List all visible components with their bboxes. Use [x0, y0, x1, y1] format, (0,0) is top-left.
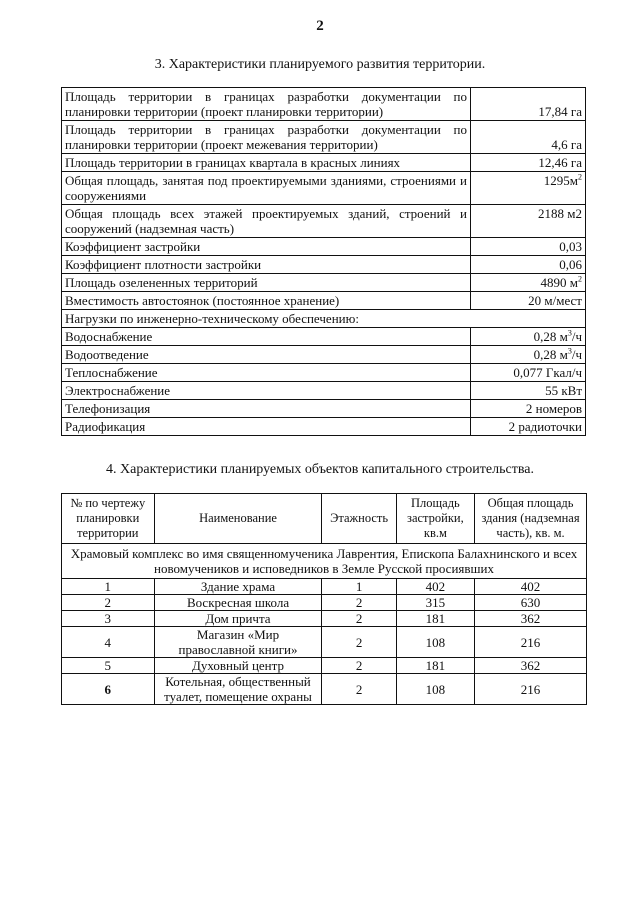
row-label: Площадь территории в границах квартала в красных линиях	[62, 154, 471, 172]
cell-name: Воскресная школа	[154, 595, 322, 611]
row-value: 12,46 га	[471, 154, 586, 172]
cell-num: 2	[62, 595, 155, 611]
row-label: Площадь озелененных территорий	[62, 274, 471, 292]
cell-floors: 2	[322, 611, 396, 627]
cell-footprint: 181	[396, 611, 474, 627]
engineering-loads-header: Нагрузки по инженерно-техническому обеспечению:	[62, 310, 586, 328]
table-row	[62, 256, 586, 274]
table-row	[62, 364, 586, 382]
table-row	[62, 88, 586, 121]
territory-characteristics-table	[61, 87, 586, 436]
section-4-heading: 4. Характеристики планируемых объектов капитального строительства.	[106, 462, 534, 477]
table-row	[62, 238, 586, 256]
row-label: Водоснабжение	[62, 328, 471, 346]
cell-total: 402	[475, 579, 587, 595]
column-header-total-area: Общая площадь здания (надземная часть), кв. м.	[475, 494, 587, 544]
table-row	[62, 328, 586, 346]
row-label: Коэффициент застройки	[62, 238, 471, 256]
table-row	[62, 172, 586, 205]
cell-total: 630	[475, 595, 587, 611]
table-row	[62, 579, 587, 595]
row-label: Радиофикация	[62, 418, 471, 436]
cell-floors: 2	[322, 595, 396, 611]
table-row	[62, 674, 587, 705]
cell-total: 362	[475, 611, 587, 627]
row-value: 2188 м2	[471, 205, 586, 238]
cell-num: 6	[62, 674, 155, 705]
row-label: Площадь территории в границах разработки документации по планировки территории (проект планировки территории)	[62, 88, 471, 121]
row-value: 0,03	[471, 238, 586, 256]
group-title: Храмовый комплекс во имя священномученика Лаврентия, Епископа Балахнинского и всех новомучеников и исповедников в Земле Русской просиявших	[62, 544, 587, 579]
cell-name: Дом причта	[154, 611, 322, 627]
row-label: Электроснабжение	[62, 382, 471, 400]
table-row	[62, 274, 586, 292]
cell-floors: 1	[322, 579, 396, 595]
cell-floors: 2	[322, 627, 396, 658]
table-row	[62, 154, 586, 172]
page-number: 2	[316, 18, 324, 34]
table-row	[62, 400, 586, 418]
table-row	[62, 418, 586, 436]
row-value: $1295м^2$	[471, 172, 586, 205]
table-row	[62, 346, 586, 364]
cell-footprint: 181	[396, 658, 474, 674]
row-label: Вместимость автостоянок (постоянное хранение)	[62, 292, 471, 310]
cell-name: Духовный центр	[154, 658, 322, 674]
table-row	[62, 611, 587, 627]
table-row	[62, 205, 586, 238]
cell-name: Котельная, общественный туалет, помещение охраны	[154, 674, 322, 705]
row-value: 4890 $м^2$	[471, 274, 586, 292]
row-value: 55 кВт	[471, 382, 586, 400]
row-label: Площадь территории в границах разработки документации по планировки территории (проект межевания территории)	[62, 121, 471, 154]
cell-floors: 2	[322, 658, 396, 674]
cell-num: 5	[62, 658, 155, 674]
row-value: 0,28 $м^3/ч$	[471, 346, 586, 364]
row-value: 4,6 га	[471, 121, 586, 154]
cell-num: 3	[62, 611, 155, 627]
capital-objects-table	[61, 493, 587, 705]
table-row	[62, 310, 586, 328]
cell-name: Здание храма	[154, 579, 322, 595]
row-value: 17,84 га	[471, 88, 586, 121]
column-header-footprint: Площадь застройки, кв.м	[396, 494, 474, 544]
row-value: 20 м/мест	[471, 292, 586, 310]
row-label: Теплоснабжение	[62, 364, 471, 382]
table-row	[62, 627, 587, 658]
cell-total: 216	[475, 674, 587, 705]
row-value: 0,28 $м^3/ч$	[471, 328, 586, 346]
cell-name: Магазин «Мир православной книги»	[154, 627, 322, 658]
row-label: Водоотведение	[62, 346, 471, 364]
table-group-row	[62, 544, 587, 579]
table-row	[62, 382, 586, 400]
cell-total: 216	[475, 627, 587, 658]
row-label: Общая площадь, занятая под проектируемыми зданиями, строениями и сооружениями	[62, 172, 471, 205]
cell-footprint: 402	[396, 579, 474, 595]
column-header-num: № по чертежу планировки территории	[62, 494, 155, 544]
cell-footprint: 108	[396, 674, 474, 705]
column-header-floors: Этажность	[322, 494, 396, 544]
section-3-heading: 3. Характеристики планируемого развития территории.	[154, 57, 486, 72]
table-row	[62, 292, 586, 310]
row-value: 0,077 Гкал/ч	[471, 364, 586, 382]
cell-footprint: 315	[396, 595, 474, 611]
row-value: 0,06	[471, 256, 586, 274]
row-value: 2 радиоточки	[471, 418, 586, 436]
table-row	[62, 658, 587, 674]
cell-floors: 2	[322, 674, 396, 705]
cell-total: 362	[475, 658, 587, 674]
table-header-row	[62, 494, 587, 544]
column-header-name: Наименование	[154, 494, 322, 544]
cell-num: 4	[62, 627, 155, 658]
row-label: Коэффициент плотности застройки	[62, 256, 471, 274]
row-label: Телефонизация	[62, 400, 471, 418]
cell-footprint: 108	[396, 627, 474, 658]
table-row	[62, 121, 586, 154]
row-label: Общая площадь всех этажей проектируемых зданий, строений и сооружений (надземная часть)	[62, 205, 471, 238]
cell-num: 1	[62, 579, 155, 595]
row-value: 2 номеров	[471, 400, 586, 418]
table-row	[62, 595, 587, 611]
